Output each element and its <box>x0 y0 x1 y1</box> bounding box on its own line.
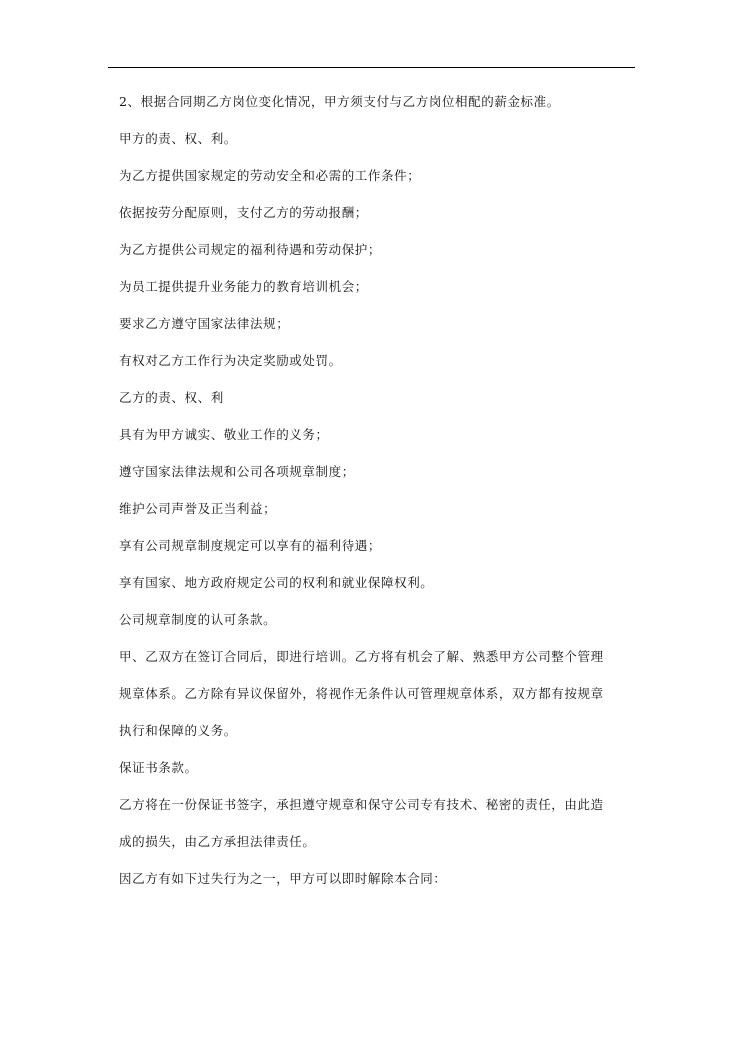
section-heading: 保证书条款。 <box>119 760 198 775</box>
list-item: 遵守国家法律法规和公司各项规章制度； <box>119 464 355 479</box>
paragraph-line: 甲、乙双方在签订合同后，即进行培训。乙方将有机会了解、熟悉甲方公司整个管理 <box>119 649 604 664</box>
section-heading: 乙方的责、权、利 <box>119 390 224 405</box>
section-heading: 公司规章制度的认可条款。 <box>119 612 277 627</box>
list-item: 为员工提供提升业务能力的教育培训机会； <box>119 279 368 294</box>
paragraph-line: 规章体系。乙方除有异议保留外，将视作无条件认可管理规章体系，双方都有按规章 <box>119 686 604 701</box>
list-item: 依据按劳分配原则，支付乙方的劳动报酬； <box>119 205 368 220</box>
list-item: 要求乙方遵守国家法律法规； <box>119 316 290 331</box>
paragraph-line: 执行和保障的义务。 <box>119 723 237 738</box>
paragraph-line: 乙方将在一份保证书签字，承担遵守规章和保守公司专有技术、秘密的责任，由此造 <box>119 797 604 812</box>
list-item: 具有为甲方诚实、敬业工作的义务； <box>119 427 329 442</box>
section-heading: 甲方的责、权、利。 <box>119 131 237 146</box>
list-item: 为乙方提供公司规定的福利待遇和劳动保护； <box>119 242 382 257</box>
list-item: 有权对乙方工作行为决定奖励或处罚。 <box>119 353 342 368</box>
paragraph-line: 因乙方有如下过失行为之一，甲方可以即时解除本合同： <box>119 871 447 886</box>
header-rule <box>108 67 635 68</box>
paragraph-line: 2、根据合同期乙方岗位变化情况，甲方须支付与乙方岗位相配的薪金标准。 <box>119 94 560 109</box>
paragraph-line: 成的损失，由乙方承担法律责任。 <box>119 834 316 849</box>
list-item: 享有国家、地方政府规定公司的权利和就业保障权利。 <box>119 575 434 590</box>
list-item: 为乙方提供国家规定的劳动安全和必需的工作条件； <box>119 168 421 183</box>
list-item: 享有公司规章制度规定可以享有的福利待遇； <box>119 538 382 553</box>
list-item: 维护公司声誉及正当利益； <box>119 501 277 516</box>
document-body <box>119 95 639 909</box>
